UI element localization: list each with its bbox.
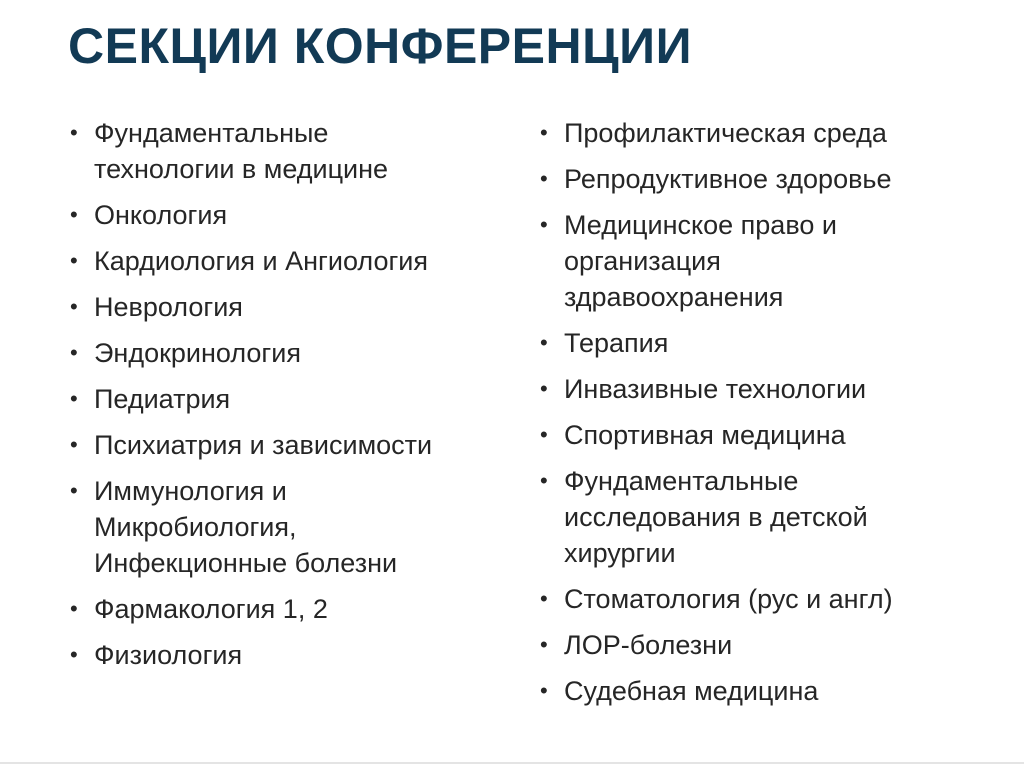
list-item — [68, 289, 508, 325]
list-item-text: Фундаментальные технологии в медицине — [94, 118, 389, 184]
bullet-icon: • — [70, 248, 78, 273]
list-item-text: Спортивная медицина — [564, 420, 846, 450]
list-item-text: Фармакология 1, 2 — [94, 594, 328, 624]
list-item — [538, 207, 978, 315]
list-item-text: Иммунология и Микробиология, Инфекционные болезни — [94, 476, 398, 578]
bullet-icon: • — [540, 376, 548, 401]
bullet-icon: • — [540, 120, 548, 145]
list-item-text: Физиология — [94, 640, 243, 670]
list-item — [538, 371, 978, 407]
list-item-text: Репродуктивное здоровье — [564, 164, 892, 194]
bullet-icon: • — [70, 294, 78, 319]
list-item — [68, 591, 508, 627]
bullet-icon: • — [70, 432, 78, 457]
list-item-text: Педиатрия — [94, 384, 231, 414]
list-item — [68, 473, 508, 581]
bullet-icon: • — [540, 422, 548, 447]
left-column-list — [68, 115, 508, 683]
bullet-icon: • — [540, 212, 548, 237]
list-item — [538, 161, 978, 197]
bullet-icon: • — [70, 642, 78, 667]
list-item-text: Фундаментальные исследования в детской хирургии — [564, 466, 868, 568]
bullet-icon: • — [540, 586, 548, 611]
right-column-list — [538, 115, 978, 719]
list-item — [538, 627, 978, 663]
slide-title: СЕКЦИИ КОНФЕРЕНЦИИ — [68, 18, 693, 74]
list-item-text: Эндокринология — [94, 338, 301, 368]
bottom-divider — [0, 762, 1024, 764]
list-item-text: Стоматология (рус и англ) — [564, 584, 893, 614]
list-item-text: Кардиология и Ангиология — [94, 246, 429, 276]
list-item — [538, 673, 978, 709]
list-item — [68, 197, 508, 233]
list-item — [68, 115, 508, 187]
list-item-text: Инвазивные технологии — [564, 374, 867, 404]
bullet-icon: • — [70, 596, 78, 621]
bullet-icon: • — [540, 330, 548, 355]
bullet-icon: • — [540, 468, 548, 493]
list-item — [538, 463, 978, 571]
list-item-text: Медицинское право и организация здравоохранения — [564, 210, 837, 312]
bullet-icon: • — [70, 202, 78, 227]
bullet-icon: • — [540, 678, 548, 703]
list-item-text: ЛОР-болезни — [564, 630, 733, 660]
list-item — [538, 417, 978, 453]
list-item-text: Психиатрия и зависимости — [94, 430, 433, 460]
list-item — [538, 581, 978, 617]
list-item — [68, 637, 508, 673]
list-item-text: Терапия — [564, 328, 669, 358]
bullet-icon: • — [540, 632, 548, 657]
list-item — [68, 381, 508, 417]
bullet-icon: • — [70, 340, 78, 365]
list-item-text: Профилактическая среда — [564, 118, 887, 148]
list-item — [68, 427, 508, 463]
list-item — [538, 115, 978, 151]
list-item — [68, 335, 508, 371]
list-item-text: Онкология — [94, 200, 228, 230]
bullet-icon: • — [70, 386, 78, 411]
list-item-text: Неврология — [94, 292, 243, 322]
bullet-icon: • — [70, 478, 78, 503]
list-item — [538, 325, 978, 361]
list-item — [68, 243, 508, 279]
bullet-icon: • — [70, 120, 78, 145]
list-item-text: Судебная медицина — [564, 676, 819, 706]
bullet-icon: • — [540, 166, 548, 191]
